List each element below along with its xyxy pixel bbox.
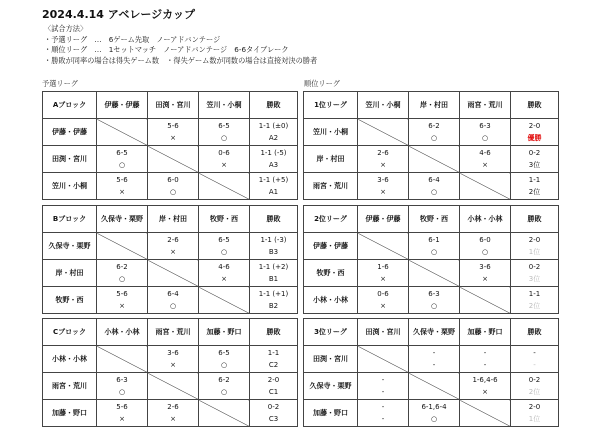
match-result-cell [199,346,250,373]
match-score: 6-2 [218,376,230,384]
win-loss-mark: ○ [118,275,126,283]
match-score: 6-4 [167,290,179,298]
match-result-cell [358,373,409,400]
rank-label: 2位 [528,302,541,310]
win-loss-mark: × [482,161,488,169]
win-loss-mark: ○ [430,415,438,423]
self-match-diagonal [199,400,250,427]
rank-label: 2位 [528,388,541,396]
rank-label: 2位 [528,188,541,196]
table-header-row [43,92,298,119]
standing-cell [250,260,298,287]
page-title: 2024.4.14 アベレージカップ [42,8,195,21]
win-loss-mark: ○ [220,134,228,142]
table-row [43,287,298,314]
rank-label: - [533,361,536,369]
match-result-cell [97,260,148,287]
match-result-cell [97,173,148,200]
self-match-diagonal [409,373,460,400]
self-match-diagonal [148,373,199,400]
row-team-name: 雨宮・荒川 [304,173,358,200]
win-loss-mark: ○ [169,302,177,310]
column-header-team: 小林・小林 [460,206,511,233]
league-table-c [42,318,298,427]
match-result-cell [460,233,511,260]
rank-label: 優勝 [527,134,542,142]
table-row [304,260,559,287]
table-row [304,373,559,400]
match-result-cell [460,346,511,373]
table-header-row [43,206,298,233]
match-result-cell [358,400,409,427]
win-loss-record: 2-0 [528,236,541,244]
standing-cell [250,233,298,260]
win-loss-mark: × [221,275,227,283]
league-table-a [42,91,298,200]
column-header-team: 久保寺・栗野 [97,206,148,233]
match-result-cell [409,233,460,260]
match-result-cell [409,287,460,314]
rank-label: 1位 [528,415,541,423]
match-result-cell [97,400,148,427]
rank-label: B2 [268,302,279,310]
rule-ranking: ・順位リーグ … 1セットマッチ ノーアドバンテージ 6-6タイブレーク [44,45,289,55]
match-result-cell [148,346,199,373]
win-loss-record: - [533,349,536,357]
match-score: 6-2 [116,263,128,271]
table-row [43,400,298,427]
row-team-name: 小林・小林 [43,346,97,373]
standing-cell [250,146,298,173]
column-header-team: 雨宮・荒川 [148,319,199,346]
row-team-name: 久保寺・栗野 [43,233,97,260]
rank-label: B1 [268,275,279,283]
self-match-diagonal [460,173,511,200]
row-team-name: 小林・小林 [304,287,358,314]
match-result-cell [97,146,148,173]
row-team-name: 田渕・宮川 [304,346,358,373]
league-table-b [42,205,298,314]
win-loss-mark: × [380,188,386,196]
match-result-cell [358,287,409,314]
league-table-l1 [303,91,559,200]
standing-cell [250,400,298,427]
win-loss-mark: ○ [220,248,228,256]
win-loss-mark: - [483,361,487,369]
standing-cell [511,146,559,173]
match-score: 5-6 [167,122,179,130]
rule-tiebreak: ・勝敗が同率の場合は得失ゲーム数 ・得失ゲーム数が同数の場合は直接対決の勝者 [44,55,318,65]
match-result-cell [409,400,460,427]
match-score: 6-5 [218,122,230,130]
win-loss-mark: × [119,188,125,196]
column-header-team: 岸・村田 [148,206,199,233]
self-match-diagonal [97,233,148,260]
row-team-name: 笠川・小桐 [43,173,97,200]
rank-label: B3 [268,248,279,256]
match-result-cell [148,119,199,146]
win-loss-mark: × [482,275,488,283]
column-header-team: 小林・小林 [97,319,148,346]
match-score: 3-6 [167,349,179,357]
self-match-diagonal [148,260,199,287]
match-score: 6-3 [116,376,128,384]
column-header-team: 牧野・西 [409,206,460,233]
rank-label: 3位 [528,161,541,169]
win-loss-mark: × [170,415,176,423]
match-score: 6-5 [218,349,230,357]
self-match-diagonal [409,260,460,287]
match-score: 6-2 [428,122,440,130]
win-loss-record: 1-1 [528,176,541,184]
win-loss-mark: ○ [169,188,177,196]
match-score: 2-6 [377,149,389,157]
league-table-l3 [303,318,559,427]
ranking-section-label: 順位リーグ [304,79,340,88]
match-score: 5-6 [116,290,128,298]
match-score: 1-6 [377,263,389,271]
win-loss-mark: × [380,161,386,169]
match-score: 6-1 [428,236,440,244]
match-score: 6-4 [428,176,440,184]
win-loss-mark: × [170,361,176,369]
column-header-result: 勝敗 [511,92,559,119]
row-team-name: 岸・村田 [304,146,358,173]
match-result-cell [148,400,199,427]
table-corner-label: 2位リーグ [304,206,358,233]
win-loss-record: 1-1 (+5) [258,176,289,184]
match-score: 1-6,4-6 [472,376,498,384]
row-team-name: 岸・村田 [43,260,97,287]
self-match-diagonal [199,173,250,200]
win-loss-mark: ○ [430,134,438,142]
row-team-name: 加藤・野口 [43,400,97,427]
self-match-diagonal [358,119,409,146]
win-loss-mark: - [381,388,385,396]
table-header-row [304,206,559,233]
column-header-result: 勝敗 [250,319,298,346]
row-team-name: 伊藤・伊藤 [43,119,97,146]
self-match-diagonal [358,233,409,260]
match-result-cell [148,173,199,200]
column-header-team: 雨宮・荒川 [460,92,511,119]
self-match-diagonal [199,287,250,314]
self-match-diagonal [97,346,148,373]
table-row [304,146,559,173]
column-header-team: 笠川・小桐 [199,92,250,119]
win-loss-mark: × [482,388,488,396]
win-loss-mark: ○ [481,248,489,256]
match-result-cell [199,373,250,400]
table-row [304,119,559,146]
rank-label: C3 [268,415,279,423]
win-loss-record: 1-1 [528,290,541,298]
rank-label: A2 [268,134,279,142]
row-team-name: 田渕・宮川 [43,146,97,173]
self-match-diagonal [409,146,460,173]
match-score: 6-5 [218,236,230,244]
league-table-l2 [303,205,559,314]
rank-label: C2 [268,361,279,369]
standing-cell [511,119,559,146]
table-row [304,173,559,200]
match-result-cell [358,146,409,173]
row-team-name: 伊藤・伊藤 [304,233,358,260]
win-loss-mark: ○ [118,161,126,169]
match-score: 6-0 [479,236,491,244]
win-loss-record: 0-2 [528,149,541,157]
column-header-result: 勝敗 [511,206,559,233]
table-row [43,146,298,173]
win-loss-mark: × [119,415,125,423]
preliminary-section-label: 予選リーグ [42,79,78,88]
table-row [43,233,298,260]
match-result-cell [409,119,460,146]
table-row [43,373,298,400]
match-score: 6-0 [167,176,179,184]
table-row [304,400,559,427]
table-row [43,260,298,287]
standing-cell [250,119,298,146]
match-result-cell [460,373,511,400]
standing-cell [511,233,559,260]
column-header-result: 勝敗 [511,319,559,346]
match-result-cell [358,173,409,200]
rank-label: A1 [268,188,279,196]
table-header-row [304,92,559,119]
match-score: 3-6 [377,176,389,184]
table-corner-label: Bブロック [43,206,97,233]
rank-label: A3 [268,161,279,169]
win-loss-record: 0-2 [528,376,541,384]
match-result-cell [199,146,250,173]
standing-cell [511,373,559,400]
match-score: 4-6 [479,149,491,157]
match-result-cell [199,260,250,287]
row-team-name: 加藤・野口 [304,400,358,427]
match-score: 3-6 [479,263,491,271]
column-header-team: 田渕・宮川 [148,92,199,119]
win-loss-record: 1-1 (-3) [260,236,287,244]
match-score: - [381,376,385,384]
row-team-name: 笠川・小桐 [304,119,358,146]
self-match-diagonal [97,119,148,146]
standing-cell [511,173,559,200]
win-loss-record: 0-2 [528,263,541,271]
win-loss-mark: × [170,134,176,142]
row-team-name: 牧野・西 [304,260,358,287]
win-loss-record: 1-1 (±0) [258,122,289,130]
match-score: 0-6 [218,149,230,157]
match-score: 6-3 [479,122,491,130]
table-row [43,173,298,200]
win-loss-record: 1-1 [267,349,280,357]
win-loss-mark: ○ [481,134,489,142]
win-loss-mark: × [170,248,176,256]
self-match-diagonal [460,400,511,427]
column-header-team: 加藤・野口 [199,319,250,346]
self-match-diagonal [148,146,199,173]
column-header-team: 久保寺・栗野 [409,319,460,346]
column-header-team: 岸・村田 [409,92,460,119]
rule-preliminary: ・予選リーグ … 6ゲーム先取 ノーアドバンテージ [44,34,221,44]
rank-label: 1位 [528,248,541,256]
match-score: - [381,403,385,411]
win-loss-record: 2-0 [528,403,541,411]
match-result-cell [148,287,199,314]
match-score: 6-3 [428,290,440,298]
standing-cell [250,346,298,373]
table-corner-label: Aブロック [43,92,97,119]
table-corner-label: 3位リーグ [304,319,358,346]
rank-label: C1 [268,388,279,396]
win-loss-record: 2-0 [267,376,280,384]
table-row [43,346,298,373]
win-loss-mark: × [380,275,386,283]
match-result-cell [460,119,511,146]
match-score: 5-6 [116,403,128,411]
match-result-cell [199,233,250,260]
match-score: 6-1,6-4 [421,403,447,411]
table-corner-label: 1位リーグ [304,92,358,119]
table-row [43,119,298,146]
match-result-cell [409,173,460,200]
rules-notes [44,24,317,66]
column-header-result: 勝敗 [250,206,298,233]
column-header-result: 勝敗 [250,92,298,119]
table-row [304,233,559,260]
row-team-name: 牧野・西 [43,287,97,314]
win-loss-mark: - [381,415,385,423]
match-result-cell [460,146,511,173]
win-loss-mark: ○ [118,388,126,396]
win-loss-mark: ○ [220,361,228,369]
match-result-cell [148,233,199,260]
win-loss-record: 1-1 (-5) [260,149,287,157]
standing-cell [250,287,298,314]
rank-label: 3位 [528,275,541,283]
match-score: 2-6 [167,236,179,244]
standing-cell [250,373,298,400]
column-header-team: 加藤・野口 [460,319,511,346]
standing-cell [511,346,559,373]
match-result-cell [199,119,250,146]
column-header-team: 田渕・宮川 [358,319,409,346]
row-team-name: 久保寺・栗野 [304,373,358,400]
win-loss-mark: ○ [430,302,438,310]
table-header-row [304,319,559,346]
win-loss-record: 1-1 (+2) [258,263,289,271]
win-loss-mark: ○ [430,188,438,196]
match-score: - [432,349,436,357]
standing-cell [511,400,559,427]
column-header-team: 伊藤・伊藤 [358,206,409,233]
match-result-cell [97,373,148,400]
table-corner-label: Cブロック [43,319,97,346]
column-header-team: 伊藤・伊藤 [97,92,148,119]
table-row [304,287,559,314]
match-score: - [483,349,487,357]
match-score: 5-6 [116,176,128,184]
win-loss-mark: ○ [430,248,438,256]
column-header-team: 牧野・西 [199,206,250,233]
standing-cell [511,287,559,314]
column-header-team: 笠川・小桐 [358,92,409,119]
standing-cell [511,260,559,287]
rules-heading: 〈試合方法〉 [44,24,88,33]
win-loss-mark: - [432,361,436,369]
match-score: 4-6 [218,263,230,271]
win-loss-record: 2-0 [528,122,541,130]
match-result-cell [460,260,511,287]
win-loss-mark: × [119,302,125,310]
match-result-cell [97,287,148,314]
win-loss-mark: × [380,302,386,310]
match-result-cell [358,260,409,287]
win-loss-mark: ○ [220,388,228,396]
match-score: 6-5 [116,149,128,157]
self-match-diagonal [358,346,409,373]
self-match-diagonal [460,287,511,314]
win-loss-mark: × [221,161,227,169]
table-header-row [43,319,298,346]
match-result-cell [409,346,460,373]
table-row [304,346,559,373]
row-team-name: 雨宮・荒川 [43,373,97,400]
match-score: 0-6 [377,290,389,298]
standing-cell [250,173,298,200]
win-loss-record: 1-1 (+1) [258,290,289,298]
match-score: 2-6 [167,403,179,411]
win-loss-record: 0-2 [267,403,280,411]
